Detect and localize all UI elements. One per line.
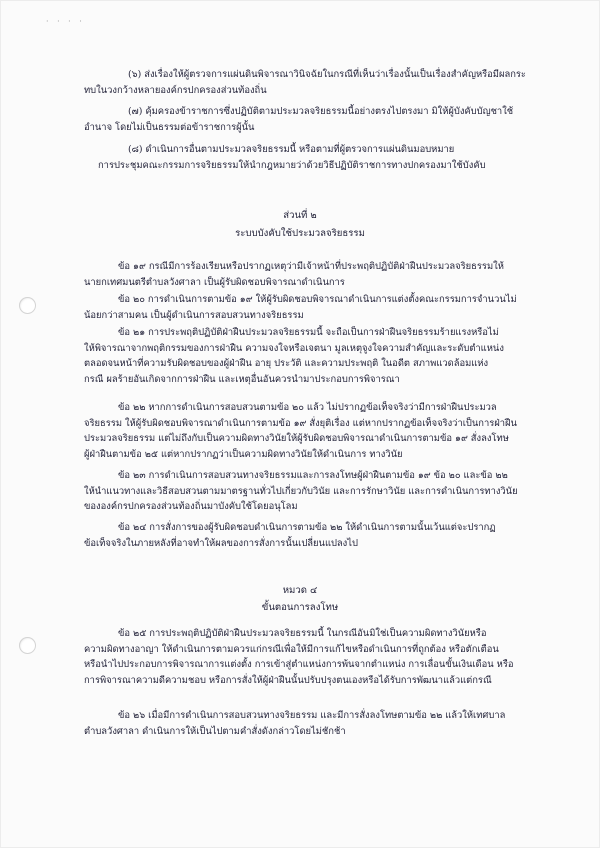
article-19-line-2: นายกเทศมนตรีตำบลวังศาลา เป็นผู้รับผิดชอบพิจารณาดำเนินการ [84, 276, 345, 288]
clause-6-line-1: (๖) ส่งเรื่องให้ผู้ตรวจการแผ่นดินพิจารณาวินิจฉัยในกรณีที่เห็นว่าเรื่องนั้นเป็นเรื่องสำคัญหรือมีผลกระ [128, 69, 526, 80]
part-2-title: ส่วนที่ ๒ [283, 210, 317, 221]
article-23-line-3: ขององค์กรปกครองส่วนท้องถิ่นมาบังคับใช้โดยอนุโลม [84, 501, 298, 513]
article-24 [84, 520, 552, 551]
article-23-line-1: ข้อ ๒๓ การดำเนินการสอบสวนทางจริยธรรมและการลงโทษผู้ฝ่าฝืนตามข้อ ๑๙ ข้อ ๒๐ และข้อ ๒๒ [118, 470, 508, 481]
article-20-line-1: ข้อ ๒๐ การดำเนินการตามข้อ ๑๙ ให้ผู้รับผิดชอบพิจารณาดำเนินการแต่งตั้งคณะกรรมการจำนวนไม่ [118, 294, 517, 305]
article-22-line-4: ผู้ฝ่าฝืนตามข้อ ๒๕ แต่หากปรากฏว่าเป็นความผิดทางวินัยให้ดำเนินการ ทางวินัย [84, 448, 403, 460]
clause-8-line-2: การประชุมคณะกรรมการจริยธรรมให้นำกฎหมายว่าด้วยวิธีปฏิบัติราชการทางปกครองมาใช้บังคับ [98, 159, 486, 171]
clause-7-line-2: อำนาจ โดยไม่เป็นธรรมต่อข้าราชการผู้นั้น [84, 121, 255, 133]
article-26-line-2: ตำบลวังศาลา ดำเนินการให้เป็นไปตามคำสั่งดังกล่าวโดยไม่ชักช้า [84, 725, 346, 737]
article-21-line-1: ข้อ ๒๑ การประพฤติปฏิบัติฝ่าฝืนประมวลจริยธรรมนี้ จะถือเป็นการฝ่าฝืนจริยธรรมร้ายแรงหรือไม่ [118, 327, 499, 338]
article-22-line-1: ข้อ ๒๒ หากการดำเนินการสอบสวนตามข้อ ๒๐ แล้ว ไม่ปรากฏข้อเท็จจริงว่ามีการฝ่าฝืนประมวล [118, 402, 497, 413]
article-25 [84, 626, 552, 688]
punch-hole-bottom [19, 637, 36, 654]
clause-7 [84, 104, 546, 135]
article-24-line-2: ข้อเท็จจริงในภายหลังที่อาจทำให้ผลของการสั่งการนั้นเปลี่ยนแปลงไป [84, 537, 358, 549]
article-21-line-3: ตลอดจนหน้าที่ความรับผิดชอบของผู้ฝ่าฝืน อายุ ประวัติ และความประพฤติ ในอดีต สภาพแวดล้อมแห่ง [84, 358, 489, 370]
chapter-4-title: หมวด ๔ [282, 585, 318, 596]
article-25-line-4: การพิจารณาความดีความชอบ หรือการสั่งให้ผู้ฝ่าฝืนนั้นปรับปรุงตนเองหรือได้รับการพัฒนาแล้วแต่กรณี [84, 674, 492, 686]
article-22 [84, 400, 552, 462]
article-23-line-2: ให้นำแนวทางและวิธีสอบสวนตามมาตรฐานทั่วไปเกี่ยวกับวินัย และการรักษาวินัย และการดำเนินการทางวินัย [84, 485, 518, 497]
article-21 [84, 325, 552, 387]
article-25-line-2: ความผิดทางอาญา ให้ดำเนินการตามควรแก่กรณีเพื่อให้มีการแก้ไขหรือดำเนินการที่ถูกต้อง หรือตักเตือน [84, 643, 499, 655]
article-19-line-1: ข้อ ๑๙ กรณีมีการร้องเรียนหรือปรากฏเหตุว่ามีเจ้าหน้าที่ประพฤติปฏิบัติฝ่าฝืนประมวลจริยธรรมให้ [118, 261, 504, 272]
scan-speck: · · · · [46, 17, 85, 26]
article-26-line-1: ข้อ ๒๖ เมื่อมีการดำเนินการสอบสวนทางจริยธรรม และมีการสั่งลงโทษตามข้อ ๒๒ แล้วให้เทศบาล [118, 710, 506, 721]
clause-6 [84, 67, 546, 98]
clause-8 [84, 142, 546, 173]
article-20 [84, 292, 552, 323]
clause-6-line-2: ทบในวงกว้างหลายองค์กรปกครองส่วนท้องถิ่น [84, 84, 267, 96]
part-2-subtitle: ระบบบังคับใช้ประมวลจริยธรรม [235, 228, 365, 239]
article-21-line-2: ให้พิจารณาจากพฤติกรรมของการฝ่าฝืน ความจงใจหรือเจตนา มูลเหตุจูงใจความสำคัญและระดับตำแหน่ง [84, 342, 504, 354]
article-25-line-1: ข้อ ๒๕ การประพฤติปฏิบัติฝ่าฝืนประมวลจริยธรรมนี้ ในกรณีอันมิใช่เป็นความผิดทางวินัยหรือ [118, 628, 487, 639]
article-19 [84, 259, 552, 290]
clause-7-line-1: (๗) คุ้มครองข้าราชการซึ่งปฏิบัติตามประมวลจริยธรรมนี้อย่างตรงไปตรงมา มิให้ผู้บังคับบัญชาใช้ [128, 106, 514, 117]
chapter-4-subtitle: ขั้นตอนการลงโทษ [261, 602, 339, 613]
article-22-line-3: ประมวลจริยธรรม แต่ไม่ถึงกับเป็นความผิดทางวินัยให้ผู้รับผิดชอบพิจารณาดำเนินการตามข้อ ๑๙ สั่งลงโทษ [84, 433, 509, 445]
article-24-line-1: ข้อ ๒๔ การสั่งการของผู้รับผิดชอบดำเนินการตามข้อ ๒๒ ให้ดำเนินการตามนั้นเว้นแต่จะปรากฏ [118, 522, 496, 533]
punch-hole-top [19, 297, 36, 314]
article-26 [84, 708, 552, 739]
article-20-line-2: น้อยกว่าสามคน เป็นผู้ดำเนินการสอบสวนทางจริยธรรม [84, 309, 304, 321]
article-23 [84, 468, 552, 515]
article-22-line-2: จริยธรรม ให้ผู้รับผิดชอบพิจารณาดำเนินการตามข้อ ๑๙ สั่งยุติเรื่อง แต่หากปรากฏข้อเท็จจริงว่าเป็นการฝ่าฝืน [84, 417, 517, 429]
article-21-line-4: กรณี ผลร้ายอันเกิดจากการฝ่าฝืน และเหตุอื่นอันควรนำมาประกอบการพิจารณา [84, 373, 400, 385]
article-25-line-3: หรือนำไปประกอบการพิจารณาการแต่งตั้ง การเข้าสู่ตำแหน่งการพ้นจากตำแหน่ง การเลื่อนขั้นเงินเดือน หรือ [84, 659, 514, 671]
clause-8-line-1: (๘) ดำเนินการอื่นตามประมวลจริยธรรมนี้ หรือตามที่ผู้ตรวจการแผ่นดินมอบหมาย [128, 144, 455, 155]
